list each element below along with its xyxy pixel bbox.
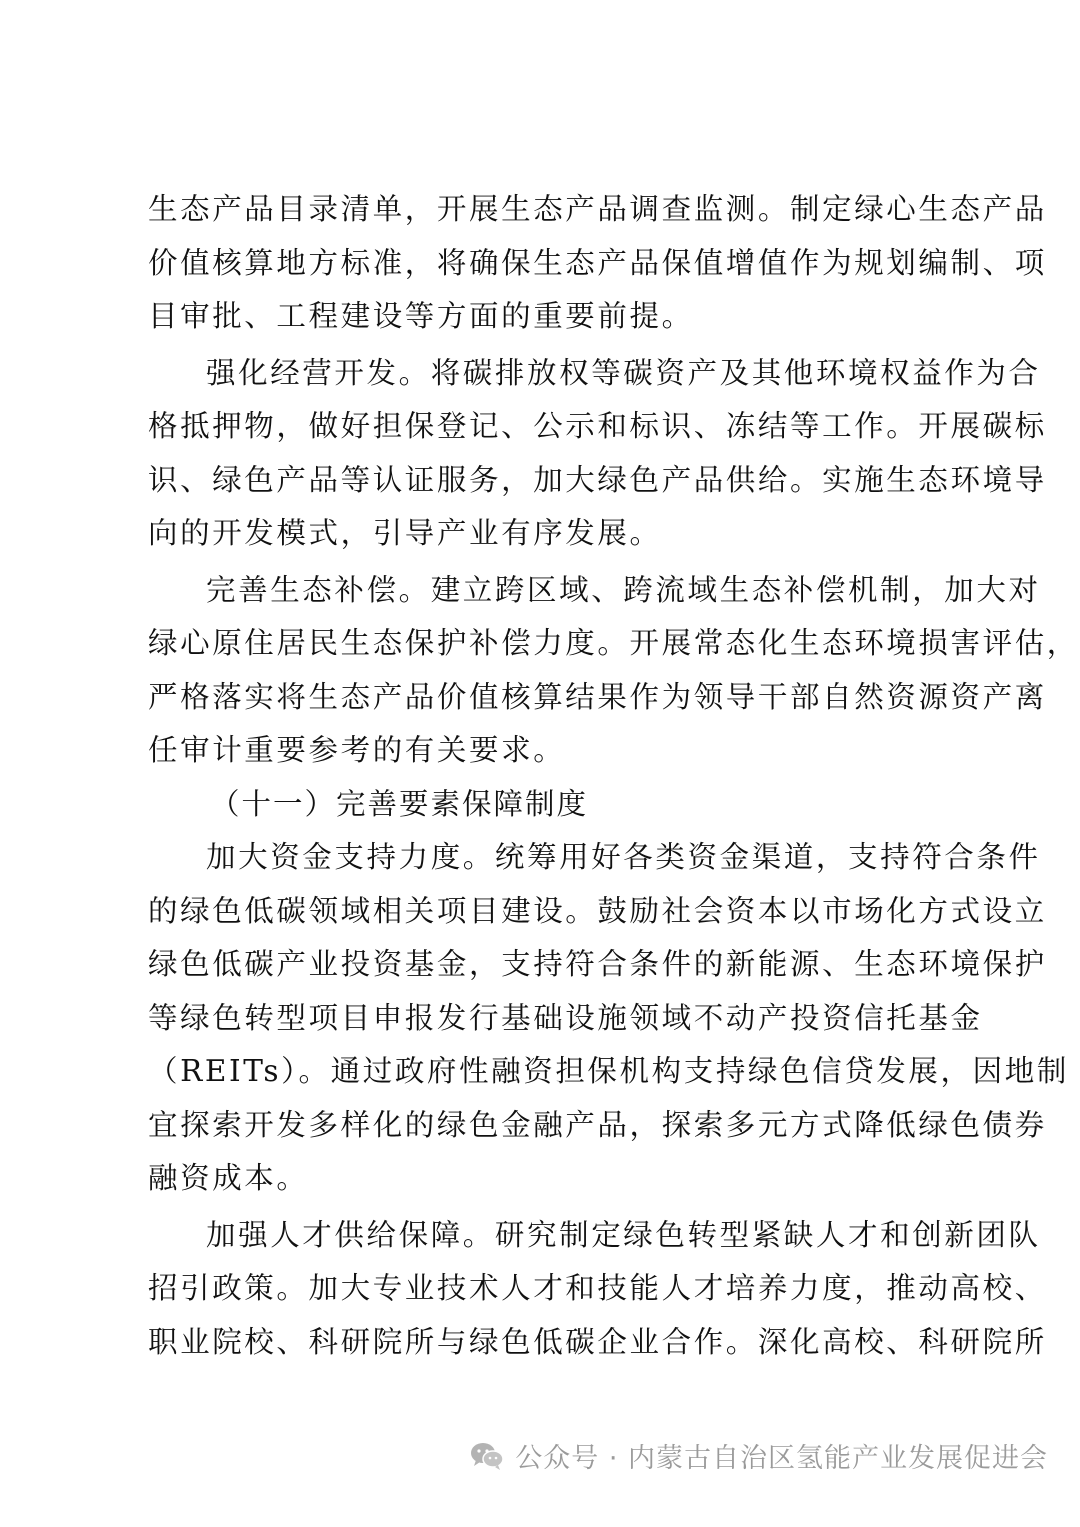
paragraph-line: 严格落实将生态产品价值核算结果作为领导干部自然资源资产离 <box>148 679 1047 714</box>
document-page <box>148 183 1079 1369</box>
paragraph-line: 向的开发模式，引导产业有序发展。 <box>148 516 662 550</box>
paragraph-line: 价值核算地方标准，将确保生态产品保值增值作为规划编制、项 <box>148 245 1047 280</box>
paragraph-line: 融资成本。 <box>148 1161 309 1195</box>
paragraph-5 <box>148 1209 1047 1370</box>
paragraph-line: 加大资金支持力度。统筹用好各类资金渠道，支持符合条件 <box>206 840 1041 874</box>
watermark <box>469 1436 1048 1475</box>
paragraph-3 <box>148 564 1079 778</box>
paragraph-2 <box>148 347 1047 561</box>
paragraph-line: 招引政策。加大专业技术人才和技能人才培养力度，推动高校、 <box>148 1271 1047 1305</box>
paragraph-line: 识、绿色产品等认证服务，加大绿色产品供给。实施生态环境导 <box>148 462 1047 497</box>
paragraph-line: 任审计重要参考的有关要求。 <box>148 733 566 767</box>
paragraph-line: 的绿色低碳领域相关项目建设。鼓励社会资本以市场化方式设立 <box>148 893 1047 928</box>
paragraph-line: 强化经营开发。将碳排放权等碳资产及其他环境权益作为合 <box>206 355 1041 390</box>
paragraph-line: 绿色低碳产业投资基金，支持符合条件的新能源、生态环境保护 <box>148 947 1047 981</box>
paragraph-line: 格抵押物，做好担保登记、公示和标识、冻结等工作。开展碳标 <box>148 409 1047 443</box>
wechat-icon <box>469 1441 505 1471</box>
paragraph-4 <box>148 831 1069 1206</box>
paragraph-line: 目审批、工程建设等方面的重要前提。 <box>148 299 694 333</box>
section-heading: （十一）完善要素保障制度 <box>210 786 589 821</box>
paragraph-line: 职业院校、科研院所与绿色低碳企业合作。深化高校、科研院所 <box>148 1324 1047 1359</box>
paragraph-line: 加强人才供给保障。研究制定绿色转型紧缺人才和创新团队 <box>206 1217 1041 1252</box>
paragraph-line: 等绿色转型项目申报发行基础设施领域不动产投资信托基金 <box>148 1000 983 1035</box>
paragraph-line: 生态产品目录清单，开展生态产品调查监测。制定绿心生态产品 <box>148 192 1047 226</box>
paragraph-1 <box>148 183 1047 344</box>
paragraph-line: 绿心原住居民生态保护补偿力度。开展常态化生态环境损害评估， <box>148 626 1079 660</box>
watermark-text: 公众号 · 内蒙古自治区氢能产业发展促进会 <box>515 1443 1048 1474</box>
paragraph-line: 宜探索开发多样化的绿色金融产品，探索多元方式降低绿色债券 <box>148 1107 1047 1142</box>
paragraph-line: 完善生态补偿。建立跨区域、跨流域生态补偿机制，加大对 <box>206 572 1041 607</box>
paragraph-line: （REITs）。通过政府性融资担保机构支持绿色信贷发展，因地制 <box>148 1054 1069 1088</box>
